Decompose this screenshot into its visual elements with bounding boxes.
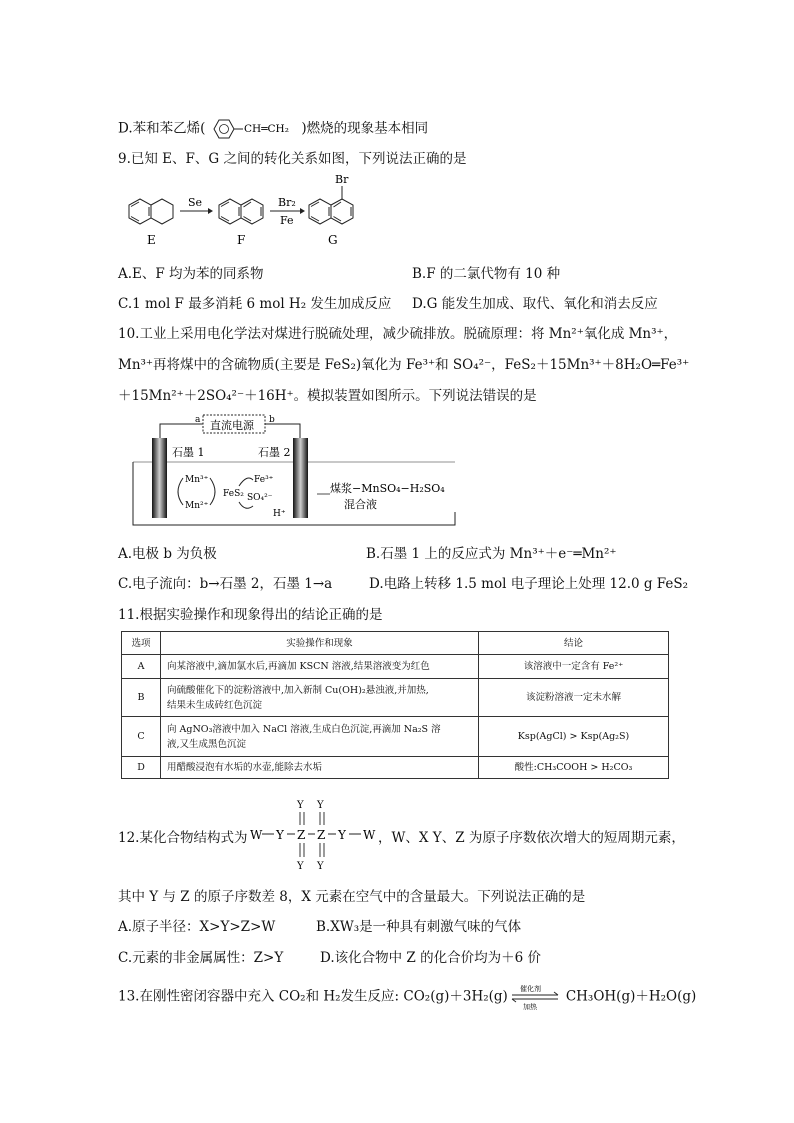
wire-right: [265, 424, 300, 438]
species-h: H⁺: [273, 509, 286, 519]
q9-option-a: A.E、F 均为苯的同系物: [118, 266, 264, 282]
q9-option-c: C.1 mol F 最多消耗 6 mol H₂ 发生加成反应: [118, 296, 392, 312]
species-fes2: FeS₂: [223, 489, 244, 499]
header-conclusion: 结论: [479, 632, 669, 655]
reagent-br2: Br₂: [278, 196, 296, 209]
q8-option-d: [118, 116, 428, 142]
atom-y-top-right: Y: [317, 800, 324, 811]
row-operation: [161, 679, 479, 717]
electrode-graphite-1: [152, 438, 167, 518]
row-option: B: [122, 679, 161, 717]
equilibrium-arrow: [508, 983, 566, 1011]
q12-option-d: D.该化合物中 Z 的化合价均为＋6 价: [320, 950, 541, 966]
table-row: [122, 757, 669, 779]
row-option: D: [122, 757, 161, 779]
row-operation-line: 用醋酸浸泡有水垢的水壶,能除去水垢: [167, 762, 323, 773]
q10-option-d: D.电路上转移 1.5 mol 电子理论上处理 12.0 g FeS₂: [369, 576, 689, 592]
cycle-arrow-mid: [210, 478, 215, 505]
q12-option-b: B.XW₃是一种具有刺激气味的气体: [316, 919, 522, 935]
atom-z-right: Z: [317, 828, 326, 842]
atom-z-left: Z: [297, 828, 306, 842]
row-conclusion: Ksp(AgCl) > Ksp(Ag₂S): [479, 717, 669, 757]
wire-left: [160, 424, 203, 438]
q13-stem-pre: 13.在刚性密闭容器中充入 CO₂和 H₂发生反应: CO₂(g)＋3H₂(g): [118, 988, 508, 1005]
q12-stem-pre: 12.某化合物结构式为: [118, 830, 248, 846]
row-operation: [161, 757, 479, 779]
atom-y-bottom-left: Y: [297, 861, 304, 872]
row-conclusion: 酸性:CH₃COOH > H₂CO₃: [479, 757, 669, 779]
q10-option-b: B.石墨 1 上的反应式为 Mn³⁺＋e⁻═Mn²⁺: [366, 546, 617, 562]
table-row: [122, 679, 669, 717]
slurry-label-1: 煤浆−MnSO₄−H₂SO₄: [330, 482, 445, 495]
q9-option-b: B.F 的二氯代物有 10 种: [412, 266, 561, 282]
q12-line2: 其中 Y 与 Z 的原子序数差 8，X 元素在空气中的含量最大。下列说法正确的是: [118, 889, 586, 905]
power-label: 直流电源: [210, 419, 254, 432]
electrode-2-label: 石墨 2: [258, 446, 291, 459]
q12-stem-post: ，W、X Y、Z 为原子序数依次增大的短周期元素，: [378, 830, 685, 846]
header-option: 选项: [122, 632, 161, 655]
electrode-1-label: 石墨 1: [172, 446, 205, 459]
terminal-b: b: [269, 415, 275, 425]
q10-apparatus: [125, 410, 485, 528]
atom-y-bottom-right: Y: [317, 861, 324, 872]
row-option: A: [122, 655, 161, 679]
q10-option-c: C.电子流向：b→石墨 2，石墨 1→a: [118, 576, 333, 592]
species-mn3: Mn³⁺: [185, 475, 209, 485]
q10-line3: ＋15Mn²⁺＋2SO₄²⁻＋16H⁺。模拟装置如图所示。下列说法错误的是: [118, 388, 537, 404]
label-g: G: [328, 233, 338, 247]
arrow-1-head: [208, 208, 213, 214]
q12-option-c: C.元素的非金属属性：Z>Y: [118, 950, 284, 966]
slurry-label-2: 混合液: [344, 498, 377, 511]
atom-y-left: Y: [276, 828, 284, 842]
table-header-row: [122, 632, 669, 655]
molecule-f: [219, 199, 263, 224]
atom-y-right: Y: [338, 828, 346, 842]
styrene-label: CH═CH₂: [244, 123, 290, 135]
row-operation-line: 向 AgNO₃溶液中加入 NaCl 溶液,生成白色沉淀,再滴加 Na₂S 溶: [167, 723, 441, 735]
q9-option-d: D.G 能发生加成、取代、氧化和消去反应: [412, 296, 658, 312]
arrow-2-head: [300, 208, 305, 214]
row-operation: [161, 717, 479, 757]
row-operation-line: 向某溶液中,滴加氯水后,再滴加 KSCN 溶液,结果溶液变为红色: [167, 661, 430, 672]
label-e: E: [147, 233, 156, 247]
molecule-e: [129, 199, 173, 224]
row-conclusion: 该淀粉溶液一定未水解: [479, 679, 669, 717]
terminal-a: a: [195, 415, 201, 425]
cycle-arrow-right-top: [239, 478, 253, 486]
condition-catalyst: 催化剂: [519, 985, 541, 993]
q10-option-a: A.电极 b 为负极: [118, 546, 217, 562]
row-conclusion: 该溶液中一定含有 Fe²⁺: [479, 655, 669, 679]
q11-table: [121, 631, 669, 779]
q9-stem: 9.已知 E、F、G 之间的转化关系如图，下列说法正确的是: [118, 151, 467, 167]
q12-option-a: A.原子半径：X>Y>Z>W: [118, 919, 276, 935]
row-option: C: [122, 717, 161, 757]
q10-line1: 10.工业上采用电化学法对煤进行脱硫处理，减少硫排放。脱硫原理：将 Mn²⁺氧化成 Mn³⁺，: [118, 326, 678, 342]
q13-stem: [118, 983, 696, 1011]
q8-option-d-post: )燃烧的现象基本相同: [301, 120, 429, 137]
row-operation-line: 液,又生成黑色沉淀: [167, 738, 247, 750]
styrene-structure: [205, 116, 301, 142]
row-operation-line: 向硫酸催化下的淀粉溶液中,加入新制 Cu(OH)₂悬浊液,并加热,: [167, 684, 429, 696]
atom-w-right: W: [363, 828, 376, 842]
label-f: F: [237, 233, 246, 247]
cycle-arrow-left: [178, 478, 183, 505]
substituent-br: Br: [335, 173, 349, 186]
electrode-graphite-2: [293, 438, 308, 518]
q9-reaction-scheme: [120, 170, 390, 250]
q8-option-d-pre: D.苯和苯乙烯(: [118, 120, 206, 137]
row-operation-line: 结果未生成砖红色沉淀: [167, 699, 263, 711]
reagent-fe: Fe: [280, 214, 294, 227]
q10-line2: Mn³⁺再将煤中的含硫物质(主要是 FeS₂)氧化为 Fe³⁺和 SO₄²⁻，FeS₂＋15Mn³⁺＋8H₂O═Fe³⁺: [118, 357, 690, 373]
condition-heat: 加热: [522, 1003, 537, 1011]
q11-stem: 11.根据实验操作和现象得出的结论正确的是: [118, 607, 383, 623]
species-mn2: Mn²⁺: [185, 501, 209, 511]
q12-structure: [250, 797, 378, 873]
table-row: [122, 655, 669, 679]
atom-w-left: W: [250, 828, 263, 842]
q13-stem-post: CH₃OH(g)＋H₂O(g): [565, 988, 697, 1005]
atom-y-top-left: Y: [297, 800, 304, 811]
species-so4: SO₄²⁻: [247, 493, 273, 503]
header-operation: 实验操作和现象: [161, 632, 479, 655]
table-row: [122, 717, 669, 757]
molecule-g: [309, 186, 353, 224]
row-operation: [161, 655, 479, 679]
species-fe3: Fe³⁺: [254, 475, 274, 485]
reagent-se: Se: [188, 196, 203, 209]
